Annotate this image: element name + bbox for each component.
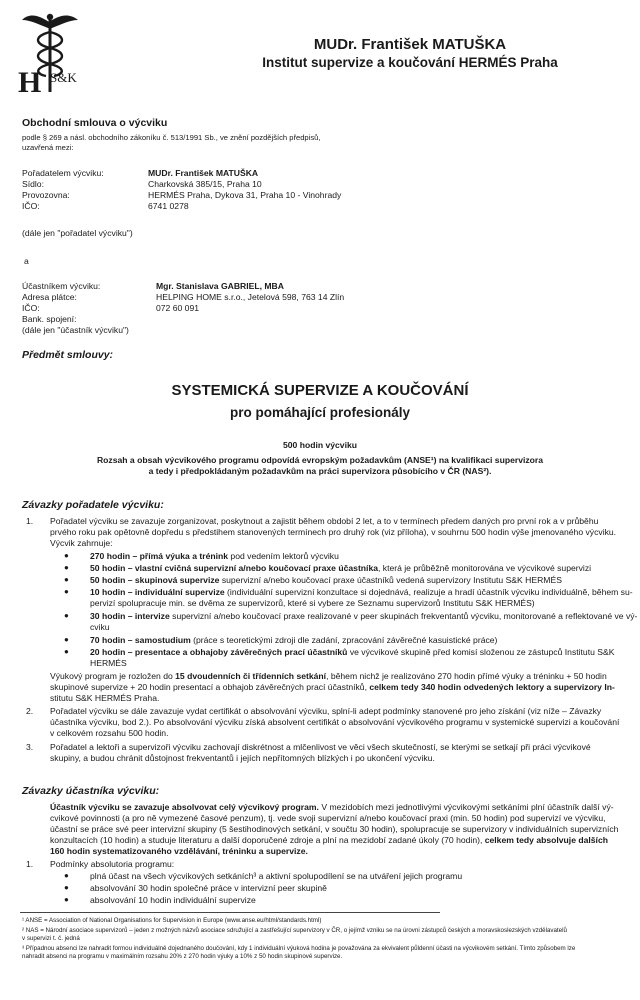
provider-duties-heading: Závazky pořadatele výcviku: (22, 499, 164, 511)
participant-label-4: Bank. spojení: (22, 314, 77, 324)
provider-label-1: Pořadatelem výcviku: (22, 168, 104, 178)
duty-1b-line-2: skupinové supervize + 20 hodin presentací a obhajob závěrečných prací účastníků, celkem tedy 340 hodin odvedených lektory a supervizory In- (50, 682, 615, 692)
program-subtitle: pro pomáhající profesionály (229, 405, 411, 420)
provider-label-4: IČO: (22, 201, 40, 211)
bullet-icon: ● (64, 575, 69, 584)
duty-1-line-2: prvého roku pak opětovně dopředu s předstihem stanovených termínech pro druhý rok (viz příloha), v souhrnu 500 hodin výše jmenovaného výcviku. (50, 527, 617, 537)
duty-2-line-2: účastníka výcviku, bod 2.). Po absolvování výcviku získá absolvent certifikát o absolvování výcvikového programu v systemické supervizi a koučování (50, 717, 620, 727)
duty-3-line-1: Pořadatel a lektoři a supervizoři výcviku zachovají diskrétnost a mlčenlivost ve věci všech skutečností, se kterými se setkají při práci výcvikové (50, 742, 591, 752)
participant-label-2: Adresa plátce: (22, 292, 77, 302)
footnote-divider (20, 912, 440, 913)
bullet-icon: ● (64, 871, 69, 880)
bullet-icon: ● (64, 551, 69, 560)
subject-label: Předmět smlouvy: (22, 349, 114, 361)
bullet-icon: ● (64, 883, 69, 892)
logo-sk: S&K (50, 70, 77, 85)
participant-label-1: Účastníkem výcviku: (22, 281, 101, 291)
condition-1: plná účast na všech výcvikových setkáních³ a aktivní spolupodílení se na utváření jejich programu (90, 871, 463, 881)
participant-note: (dále jen "účastník výcviku") (22, 325, 129, 335)
item-number: 1. (26, 516, 34, 526)
duty-3-line-2: skupiny, a budou chránit důstojnost frekventantů i jejích nepřítomných blízkých i po ukončení výcviku. (50, 753, 435, 763)
footnote-3-line-2: nahradit absenci na programu v maximálním rozsahu 20% z 270 hodin výuky a 10% z 50 hodin skupinové supervize. (22, 953, 343, 960)
item-number: 1. (26, 859, 34, 869)
bullet-3: 50 hodin – skupinová supervize supervizní a/nebo koučovací praxe účastníků vedená supervizory Institutu S&K HERMÉS (90, 575, 562, 585)
provider-value-4: 6741 0278 (148, 201, 189, 211)
participant-intro-4: konzultacích (10 hodin) a studuje literaturu a další doporučené zdroje a plní na mezidobí zadané úkoly (70 hodin), celkem tedy absolvuje dalších (50, 835, 608, 845)
participant-value-3: 072 60 091 (156, 303, 200, 313)
bullet-6: 70 hodin – samostudium (práce s teoretickými zdroji dle zadání, zpracování závěrečné kasuistické práce) (90, 635, 498, 645)
duty-1-line-3: Výcvik zahrnuje: (50, 538, 113, 548)
program-scope-1: Rozsah a obsah výcvikového programu odpovídá evropským požadavkům (ANSE¹) na kvalifikaci supervizora (96, 455, 544, 465)
bullet-4: 10 hodin – individuální supervize (individuální supervizní konzultace si dojednává, realizuje a hradí účastník výcviku individuálně, během su- (90, 587, 633, 597)
provider-label-3: Provozovna: (22, 190, 70, 200)
bullet-7: 20 hodin – presentace a obhajoby závěrečných prací účastníků ve výcvikové skupině před komisí složenou ze zástupců Institutu S&K (90, 647, 615, 657)
bullet-icon: ● (64, 895, 69, 904)
condition-3: absolvování 10 hodin individuální supervize (90, 895, 256, 905)
bullet-2: 50 hodin – vlastní cvičná supervizní a/nebo koučovací praxe účastníka, která je průběžně monitorována ve výcvikové supervizi (90, 563, 592, 573)
bullet-1: 270 hodin – přímá výuka a trénink pod vedením lektorů výcviku (90, 551, 339, 561)
and-word: a (24, 256, 29, 266)
provider-label-2: Sídlo: (22, 179, 44, 189)
participant-value-2: HELPING HOME s.r.o., Jetelová 598, 763 14 Zlín (156, 292, 345, 302)
item-number: 2. (26, 706, 34, 716)
participant-value-1: Mgr. Stanislava GABRIEL, MBA (156, 281, 284, 291)
header-institute: Institut supervize a koučování HERMÉS Praha (262, 55, 558, 70)
participant-label-3: IČO: (22, 303, 40, 313)
conditions-heading: Podmínky absolutoria programu: (50, 859, 175, 869)
contract-title: Obchodní smlouva o výcviku (22, 117, 168, 129)
footnote-2-line-1: ² NAS = Národní asociace supervizorů – jeden z možných názvů asociace sdružující a zastřešující supervizory v ČR, o jejímž vzniku se na úrovni zástupců českých a moravskoslezských vzdělavatelů (22, 927, 567, 934)
duty-2-line-3: v celkovém rozsahu 500 hodin. (50, 728, 169, 738)
participant-duties-heading: Závazky účastníka výcviku: (22, 785, 160, 797)
bullet-4-line-2: pervizí spolupracuje min. se dvěma ze supervizorů, které si vybere ze Seznamu supervizorů Institutu S&K HERMÉS) (90, 598, 535, 608)
bullet-5: 30 hodin – intervize supervizní a/nebo koučovací praxe realizované v peer skupinách frekventantů výcviku, monitorované a reflektované ve vý- (90, 611, 638, 621)
bullet-5-line-2: cviku (90, 622, 110, 632)
participant-intro-5: 160 hodin systematizovaného vzdělávání, tréninku a supervize. (50, 846, 308, 856)
provider-value-1: MUDr. František MATUŠKA (148, 168, 259, 178)
bullet-icon: ● (64, 647, 69, 656)
provider-note: (dále jen "pořadatel výcviku") (22, 228, 133, 238)
duty-1b-line-1: Výukový program je rozložen do 15 dvoudenních či třídenních setkání, během nichž je realizováno 270 hodin přímé výuky a tréninku + 50 hodin (50, 671, 607, 681)
law-line-1: podle § 269 a násl. obchodního zákoníku č. 513/1991 Sb., ve znění pozdějších předpisů, (22, 133, 321, 142)
bullet-icon: ● (64, 635, 69, 644)
program-title: SYSTEMICKÁ SUPERVIZE A KOUČOVÁNÍ (171, 382, 469, 399)
logo-letter: H (18, 66, 42, 94)
participant-intro-2: cvikové povinnosti (a pro ně vymezené časové penzum), tj. vede svoji supervizní a/nebo koučovací praxi (min. 50 hodin) pod supervizí ve výcviku, (50, 813, 606, 823)
program-hours: 500 hodin výcviku (282, 440, 358, 450)
footnote-3-line-1: ³ Případnou absenci lze nahradit formou individuálně dojednaného doučování, kdy 1 individuální výuková hodina je považována za ekvivalent půldenní účasti na výcvikovém setkání. Tímto způsobem lze (22, 945, 576, 952)
footnote-1: ¹ ANSE = Association of National Organisations for Supervision in Europe (www.anse.eu/html/standards.html) (22, 917, 322, 924)
bullet-icon: ● (64, 587, 69, 596)
participant-intro-1: Účastník výcviku se zavazuje absolvovat celý výcvikový program. V mezidobích mezi jednotlivými výcvikovými setkáními plní účastník další vý- (50, 802, 614, 812)
duty-2-line-1: Pořadatel výcviku se dále zavazuje vydat certifikát o absolvování výcviku, splní-li adept podmínky stanovené pro jeho získání (viz níže – Závazky (50, 706, 602, 716)
condition-2: absolvování 30 hodin společné práce v intervizní peer skupině (90, 883, 327, 893)
program-scope-2: a tedy i předpokládaným požadavkům na práci supervizora působícího v ČR (NAS²). (148, 466, 492, 476)
participant-intro-3: účastní se práce své peer intervizní skupiny (5 šestihodinových setkání, v součtu 30 hodin), spolupracuje se supervizory v individuálních supervizních (50, 824, 619, 834)
bullet-7-line-2: HERMÉS (90, 658, 127, 668)
bullet-icon: ● (64, 563, 69, 572)
duty-1-line-1: Pořadatel výcviku se zavazuje zorganizovat, poskytnout a zajistit během období 2 let, a to v termínech předem daných pro první rok a v průběhu (50, 516, 599, 526)
footnote-2-line-2: v supervizi t. č. jedná (22, 935, 80, 942)
header-name: MUDr. František MATUŠKA (313, 36, 507, 53)
duty-1b-line-3: stitutu S&K HERMÉS Praha. (50, 693, 160, 703)
bullet-icon: ● (64, 611, 69, 620)
provider-value-2: Charkovská 385/15, Praha 10 (148, 179, 262, 189)
law-line-2: uzavřená mezi: (22, 143, 74, 152)
provider-value-3: HERMÉS Praha, Dykova 31, Praha 10 - Vinohrady (148, 190, 342, 200)
item-number: 3. (26, 742, 34, 752)
